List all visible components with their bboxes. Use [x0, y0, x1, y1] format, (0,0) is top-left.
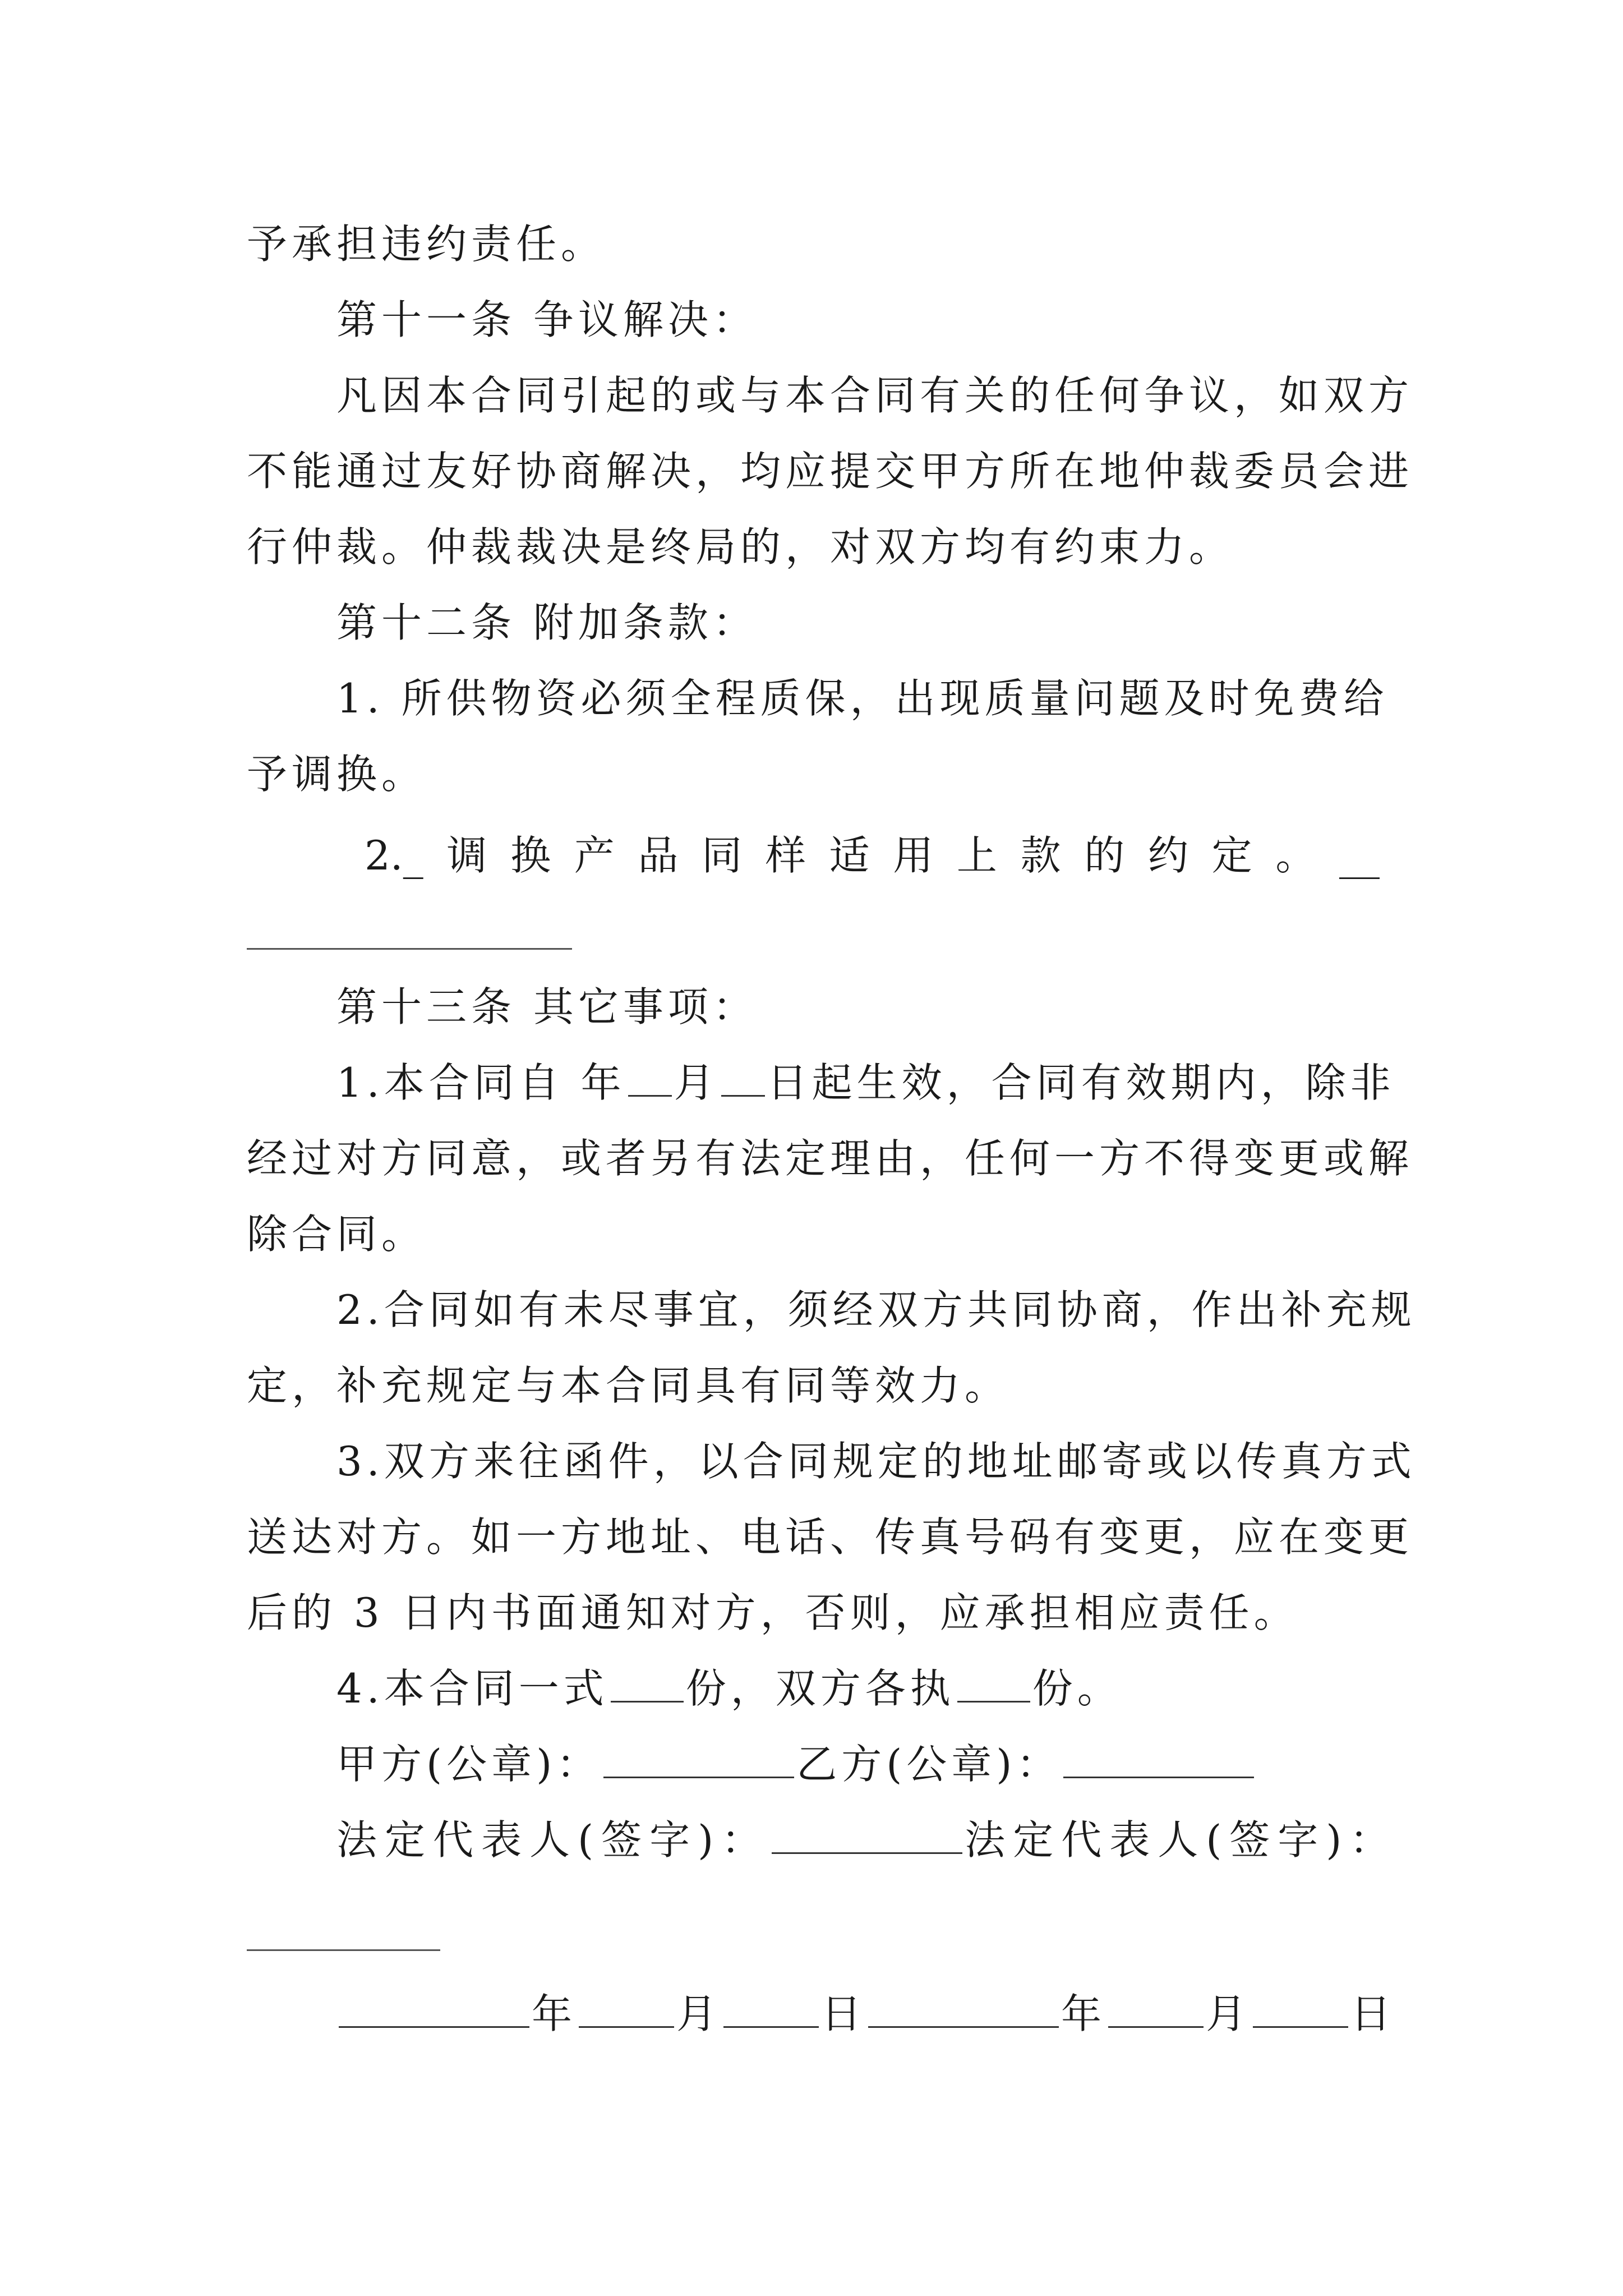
day-blank[interactable] [721, 1060, 765, 1097]
line-text: 份，双方各执 [685, 1665, 955, 1712]
party-b-seal-label: 乙方(公章)： [796, 1741, 1062, 1788]
line-text: 月 [674, 1059, 719, 1106]
line-text: 份。 [1032, 1665, 1122, 1712]
month-label: 月 [676, 1990, 722, 2037]
party-b-day-blank[interactable] [1253, 1991, 1348, 2028]
spaced-char: 产 [574, 832, 615, 879]
spaced-char: 。 [1275, 832, 1316, 879]
paragraph-line: 予承担违约责任。 [247, 220, 606, 268]
date-line [336, 1989, 1396, 2039]
spaced-char: 同 [702, 832, 743, 879]
party-a-rep-label: 法定代表人(签字)： [336, 1816, 770, 1864]
party-b-seal-blank[interactable] [1063, 1742, 1254, 1778]
spaced-char: 定 [1211, 832, 1252, 879]
underline-rule [247, 948, 572, 950]
party-b-month-blank[interactable] [1108, 1991, 1204, 2028]
spaced-char: 款 [1020, 832, 1061, 879]
copies-total-blank[interactable] [611, 1666, 684, 1703]
year-label: 年 [532, 1990, 577, 2037]
spaced-char: 2._ [365, 832, 423, 879]
spaced-char: 约 [1147, 832, 1188, 879]
line-text: 4.本合同一式 [336, 1665, 608, 1712]
spaced-char: 适 [829, 832, 870, 879]
spaced-char: 的 [1084, 832, 1125, 879]
copies-each-blank[interactable] [957, 1666, 1030, 1703]
line-text: 日起生效，合同有效期内，除非 [767, 1059, 1395, 1106]
paragraph-line: 送达对方。如一方地址、电话、传真号码有变更，应在变更 [247, 1513, 1414, 1561]
paragraph-line: 行仲裁。仲裁裁决是终局的，对双方均有约束力。 [247, 523, 1234, 570]
line-text: 1.本合同自 年 [336, 1059, 626, 1106]
party-a-day-blank[interactable] [723, 1991, 819, 2028]
spaced-char: 上 [956, 832, 997, 879]
copies-line [336, 1663, 1380, 1714]
day-label: 日 [821, 1990, 866, 2037]
paragraph-line: 除合同。 [247, 1211, 427, 1258]
day-label: 日 [1350, 1990, 1396, 2037]
month-blank[interactable] [628, 1060, 672, 1097]
article-heading-12: 第十二条 附加条款： [336, 599, 758, 646]
paragraph-line: 3.双方来往函件，以合同规定的地址邮寄或以传真方式 [336, 1438, 1416, 1485]
spaced-char: 换 [510, 832, 551, 879]
party-a-rep-blank[interactable] [772, 1818, 962, 1854]
spaced-char: 调 [446, 832, 487, 879]
spaced-char: __ [1339, 832, 1380, 879]
paragraph-line: 凡因本合同引起的或与本合同有关的任何争议，如双方 [336, 372, 1414, 419]
spaced-char: 品 [638, 832, 679, 879]
paragraph-line: 定，补充规定与本合同具有同等效力。 [247, 1362, 1010, 1409]
effective-date-line [336, 1057, 1395, 1108]
party-b-rep-blank[interactable] [247, 1949, 440, 1951]
spaced-char: 用 [893, 832, 934, 879]
party-b-year-blank[interactable] [868, 1991, 1059, 2028]
seal-line [336, 1739, 1380, 1789]
paragraph-line: 2.合同如有未尽事宜，须经双方共同协商，作出补充规 [336, 1286, 1416, 1333]
signature-line [336, 1815, 1398, 1865]
paragraph-line: 予调换。 [247, 751, 427, 798]
paragraph-line: 经过对方同意，或者另有法定理由，任何一方不得变更或解 [247, 1135, 1414, 1182]
paragraph-line: 不能通过友好协商解决，均应提交甲方所在地仲裁委员会进 [247, 448, 1414, 495]
spaced-char: 样 [765, 832, 806, 879]
paragraph-line: 后的 3 日内书面通知对方，否则，应承担相应责任。 [247, 1589, 1299, 1636]
article-heading-11: 第十一条 争议解决： [336, 296, 758, 343]
paragraph-line: 1. 所供物资必须全程质保，出现质量问题及时免费给 [336, 675, 1389, 722]
party-a-month-blank[interactable] [579, 1991, 674, 2028]
party-a-year-blank[interactable] [339, 1991, 529, 2028]
article-heading-13: 第十三条 其它事项： [336, 983, 758, 1030]
party-a-seal-blank[interactable] [603, 1742, 794, 1778]
month-label: 月 [1206, 1990, 1251, 2037]
party-a-seal-label: 甲方(公章)： [336, 1741, 602, 1788]
year-label: 年 [1061, 1990, 1106, 2037]
spaced-clause-line [365, 830, 1380, 881]
party-b-rep-label: 法定代表人(签字)： [965, 1816, 1398, 1864]
